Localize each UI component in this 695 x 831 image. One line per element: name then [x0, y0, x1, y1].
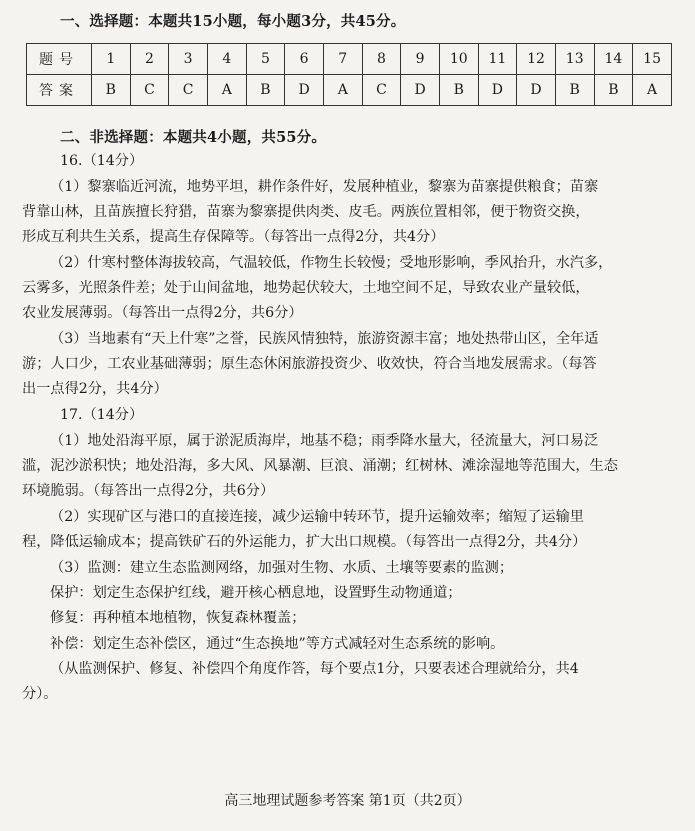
table-cell-answer: B: [555, 75, 594, 106]
q16-part3: [22, 327, 674, 403]
table-cell-number: 7: [323, 44, 362, 75]
table-cell-number: 9: [401, 44, 440, 75]
row-label-answer: 答案: [27, 75, 92, 106]
text-line: （2）什寒村整体海拔较高，气温较低，作物生长较慢；受地形影响，季风抬升，水汽多，: [50, 255, 613, 271]
section2-title: 二、非选择题：本题共4小题，共55分。: [60, 129, 327, 146]
table-cell-answer: D: [401, 75, 440, 106]
table-cell-answer: B: [92, 75, 131, 106]
table-cell-number: 12: [517, 44, 556, 75]
table-cell-answer: D: [285, 75, 324, 106]
text-line: 农业发展薄弱。（每答出一点得2分，共6分）: [22, 305, 303, 322]
q17-part1: [22, 429, 674, 505]
text-line: 游；人口少，工农业基础薄弱；原生态休闲旅游投资少、收效快，符合当地发展需求。（每答: [22, 356, 597, 373]
text-line: 分）。: [22, 686, 58, 703]
table-cell-answer: A: [323, 75, 362, 106]
table-cell-number: 3: [169, 44, 208, 75]
text-line: 背靠山林，且苗族擅长狩猎，苗寨为黎寨提供肉类、皮毛。两族位置相邻，便于物资交换，: [22, 204, 590, 221]
table-cell-number: 11: [478, 44, 517, 75]
q17-part3: [22, 556, 674, 707]
table-cell-number: 6: [285, 44, 324, 75]
table-cell-answer: C: [130, 75, 169, 106]
table-cell-number: 10: [439, 44, 478, 75]
table-cell-number: 4: [207, 44, 246, 75]
q17-header: 17.（14分）: [60, 407, 144, 423]
number-row: [27, 44, 672, 75]
row-label-number: 题号: [27, 44, 92, 75]
table-cell-answer: D: [517, 75, 556, 106]
table-cell-answer: C: [169, 75, 208, 106]
table-cell-answer: A: [207, 75, 246, 106]
text-line: 云雾多，光照条件差；处于山间盆地，地势起伏较大，土地空间不足，导致农业产量较低，: [22, 280, 590, 297]
answer-table: [26, 43, 672, 106]
q16-part2: [22, 251, 674, 327]
text-line: （3）监测：建立生态监测网络，加强对生物、水质、土壤等要素的监测；: [50, 560, 514, 576]
text-line: （1）黎寨临近河流，地势平坦，耕作条件好，发展种植业，黎寨为苗寨提供粮食；苗寨: [50, 179, 599, 195]
answer-row: [27, 75, 672, 106]
text-line: 滥，泥沙淤积快；地处沿海，多大风、风暴潮、巨浪、涌潮；红树林、滩涂湿地等范围大，生态: [22, 458, 618, 475]
text-line: 形成互利共生关系，提高生存保障等。（每答出一点得2分，共4分）: [22, 229, 445, 246]
table-cell-number: 8: [362, 44, 401, 75]
q17-part2: [22, 505, 674, 555]
table-cell-answer: B: [594, 75, 633, 106]
table-cell-number: 5: [246, 44, 285, 75]
section1-title: 一、选择题：本题共15小题，每小题3分，共45分。: [60, 13, 406, 30]
text-line: （从监测保护、修复、补偿四个角度作答，每个要点1分，只要表述合理就给分，共4: [50, 660, 579, 677]
text-line: （1）地处沿海平原，属于淤泥质海岸，地基不稳；雨季降水量大，径流量大，河口易泛: [50, 433, 599, 449]
text-line: （3）当地素有“天上什寒”之誉，民族风情独特，旅游资源丰富；地处热带山区，全年适: [50, 331, 599, 347]
page-footer: 高三地理试题参考答案 第1页（共2页）: [224, 793, 471, 809]
table-cell-number: 1: [92, 44, 131, 75]
text-line: 保护：划定生态保护红线，避开核心栖息地，设置野生动物通道；: [50, 585, 462, 602]
text-line: 程，降低运输成本；提高铁矿石的外运能力，扩大出口规模。（每答出一点得2分，共4分）: [22, 534, 587, 551]
table-cell-answer: B: [246, 75, 285, 106]
text-line: 修复：再种植本地植物，恢复森林覆盖；: [50, 610, 306, 627]
q16-header: 16.（14分）: [60, 153, 144, 169]
table-cell-answer: B: [439, 75, 478, 106]
q16-part1: [22, 175, 674, 251]
table-cell-number: 14: [594, 44, 633, 75]
table-cell-answer: D: [478, 75, 517, 106]
text-line: 环境脆弱。（每答出一点得2分，共6分）: [22, 483, 275, 500]
table-cell-answer: C: [362, 75, 401, 106]
text-line: 补偿：划定生态补偿区，通过“生态换地”等方式减轻对生态系统的影响。: [50, 635, 505, 652]
table-cell-number: 2: [130, 44, 169, 75]
table-cell-number: 13: [555, 44, 594, 75]
table-cell-number: 15: [633, 44, 672, 75]
table-cell-answer: A: [633, 75, 672, 106]
text-line: （2）实现矿区与港口的直接连接，减少运输中转环节，提升运输效率；缩短了运输里: [50, 509, 584, 525]
text-line: 出一点得2分，共4分）: [22, 381, 168, 398]
